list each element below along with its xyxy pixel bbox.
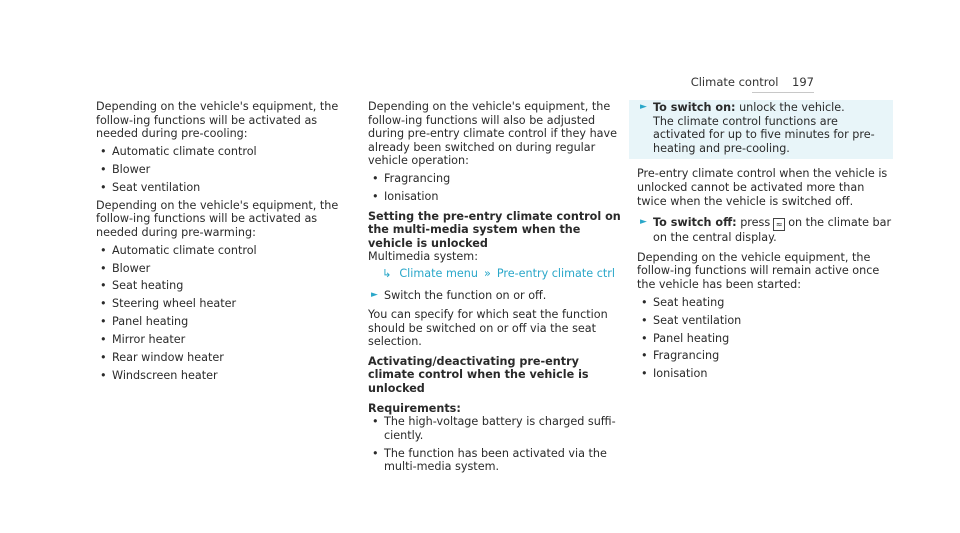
action-step (368, 289, 624, 303)
paragraph-pre-warming: Depending on the vehicle's equipment, the follow-ing functions will be activated as needed during pre-warming: (96, 198, 339, 239)
list-item: • Ionisation (368, 190, 624, 204)
switch-off-text: on the climate bar on the central display. (653, 216, 892, 245)
action-triangle-icon: ► (640, 102, 647, 112)
list-item: • Rear window heater (96, 351, 352, 365)
action-triangle-icon: ► (371, 289, 378, 300)
pre-entry-climate-icon[interactable]: ≈ (773, 218, 785, 231)
paragraph-pre-cooling: Depending on the vehicle's equipment, the follow-ing functions will be activated as needed during pre-cooling: (96, 100, 339, 141)
list-item: • Fragrancing (637, 349, 893, 363)
list-item: • The function has been activated via the multi-media system. (368, 447, 624, 474)
list-item: • Ionisation (637, 367, 893, 381)
paragraph-remain-active: Depending on the vehicle equipment, the follow-ing functions will remain active once the vehicle has been started: (637, 250, 880, 291)
list-item: • Blower (96, 163, 352, 177)
requirements-label: Requirements: (368, 401, 461, 415)
list-item: • Fragrancing (368, 172, 624, 186)
switch-off-press: press (740, 216, 771, 230)
list-remain-active (637, 296, 893, 382)
list-item: • Seat ventilation (637, 314, 893, 328)
action-switch-on (637, 101, 893, 155)
switch-off-label: To switch off: (653, 216, 737, 230)
switch-on-detail: The climate control functions are activated for up to five minutes for pre-heating and pre-cooling. (653, 114, 875, 155)
list-item: • Automatic climate control (96, 244, 352, 258)
double-chevron-icon: » (483, 266, 491, 280)
path-step-climate-menu[interactable]: Climate menu (399, 266, 478, 280)
list-item: • Seat heating (637, 296, 893, 310)
column-3 (637, 100, 893, 385)
list-pre-cooling (96, 145, 352, 195)
action-text: Switch the function on or off. (384, 288, 547, 302)
list-item: • Steering wheel heater (96, 297, 352, 311)
section-title: Climate control (690, 75, 779, 89)
action-switch-off (637, 216, 893, 245)
list-item: • Seat ventilation (96, 181, 352, 195)
list-item: • Mirror heater (96, 333, 352, 347)
heading-setting: Setting the pre-entry climate control on the multi-media system when the vehicle is unlocked (368, 209, 621, 250)
heading-activating: Activating/deactivating pre-entry climate control when the vehicle is unlocked (368, 354, 589, 396)
menu-path (382, 267, 624, 281)
paragraph-pre-entry-intro: Depending on the vehicle's equipment, the follow-ing functions will also be adjusted during pre-entry climate control if they have already been switched on during regular vehicle operation: (368, 100, 618, 168)
list-item: • The high-voltage battery is charged suffi-ciently. (368, 415, 624, 442)
list-item: • Automatic climate control (96, 145, 352, 159)
switch-on-text: unlock the vehicle. (739, 101, 845, 114)
list-item: • Seat heating (96, 279, 352, 293)
list-pre-entry (368, 172, 624, 204)
paragraph-seat-selection: You can specify for which seat the function should be switched on or off via the seat selection. (368, 308, 608, 349)
paragraph-limit-warning: Pre-entry climate control when the vehicle is unlocked cannot be activated more than twice when the vehicle is switched off. (637, 167, 888, 208)
list-item: • Blower (96, 262, 352, 276)
system-label: Multimedia system: (368, 250, 478, 264)
switch-on-label: To switch on: (653, 101, 736, 114)
list-item: • Panel heating (96, 315, 352, 329)
switch-on-box (629, 100, 893, 159)
page-number: 197 (792, 75, 814, 89)
list-pre-warming (96, 244, 352, 383)
path-step-pre-entry[interactable]: Pre-entry climate ctrl (496, 266, 615, 280)
column-1 (96, 100, 352, 387)
return-arrow-icon: ↳ (382, 266, 392, 280)
header-rule (752, 92, 814, 93)
list-item: • Windscreen heater (96, 369, 352, 383)
list-item: • Panel heating (637, 332, 893, 346)
list-requirements (368, 415, 624, 474)
page-header (691, 76, 814, 90)
column-2 (368, 100, 624, 478)
action-triangle-icon: ► (640, 217, 647, 228)
